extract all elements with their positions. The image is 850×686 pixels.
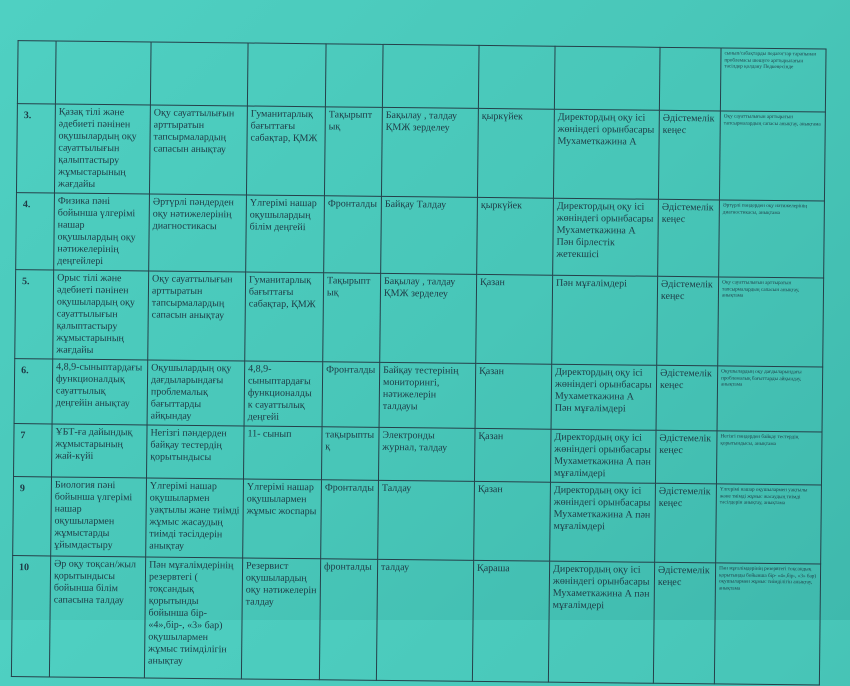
table-row — [11, 556, 820, 685]
goal-cell: Негізгі пәндерден байқау тестердің қорытындысы — [147, 425, 245, 479]
date-cell: Қазан — [474, 481, 551, 561]
review-cell: Әдістемелік кеңес — [658, 199, 720, 277]
table-cell — [478, 45, 555, 109]
method-cell: Байқау Талдау — [381, 196, 478, 274]
goal-cell: Пән мұғалімдерінің резервтегі ( тоқсандық қорытынды бойынша бір- «4»,бір-, «3» бар) оқушылармен жұмыс тиімділігін анықтау — [144, 557, 242, 679]
responsible-cell: Директордың оқу ісі жөніндегі орынбасары Мухаметкажина А пән мұғалімдері — [548, 561, 654, 683]
method-cell: Электронды журнал, талдау — [378, 427, 475, 481]
method-cell: Талдау — [378, 480, 475, 560]
table-cell — [150, 42, 248, 106]
method-cell: Байқау тестерінің мониторингі, нәтижелерін талдауы — [379, 362, 476, 428]
topic-cell: Биология пәні бойынша үлгерімі нашар оқушылармен жұмыстарды ұйымдастыру — [51, 477, 147, 557]
table-cell — [325, 44, 383, 108]
decision-cell: Негізгі пәндерден байқау тестердің қорытындысы, анықтама — [716, 431, 822, 485]
topic-cell: Қазақ тілі және әдебиеті пәнінен оқушылардың оқу сауаттылығын қалыптастыру жұмыстарының жағдайы — [54, 104, 150, 194]
method-cell: Бақылау , талдау ҚМЖ зерделеу — [381, 107, 478, 197]
object-cell: Гуманитарлық бағыттағы сабақтар, ҚМЖ — [246, 106, 325, 196]
topic-cell: Орыс тілі және әдебиеті пәнінен оқушылардың оқу сауаттылығын қалыптастыру жұмыстарының жағдайы — [53, 270, 149, 360]
header-note-cell: сынып/сабақтарды педагогтар тарапынан проблемасы шешуге арттырылатын тәсілдер қолдану Педкеңесінде — [720, 48, 826, 112]
responsible-cell: Пән мұғалімдері — [552, 275, 658, 365]
review-cell: Әдістемелік кеңес — [657, 276, 719, 366]
goal-cell: Әртүрлі пәндерден оқу нәтижелерінің диагностикасы — [149, 194, 247, 272]
table-cell — [55, 41, 151, 105]
topic-cell: Физика пәні бойынша үлгерімі нашар оқушылардың оқу нәтижелерінің деңгейлері — [54, 193, 150, 271]
row-number: 3. — [16, 104, 55, 193]
method-cell: талдау — [376, 559, 473, 681]
date-cell: қыркүйек — [477, 197, 554, 275]
table-cell — [554, 46, 660, 110]
row-number: 5. — [15, 270, 54, 359]
table-row — [16, 193, 825, 278]
table-row — [16, 104, 825, 201]
responsible-cell: Директордың оқу ісі жөніндегі орынбасары Мухаметкажина А пән мұғалімдері — [550, 482, 656, 562]
object-cell: Үлгерімі нашар оқушылармен жұмыс жоспары — [243, 479, 322, 559]
date-cell: Қараша — [472, 560, 549, 682]
date-cell: Қазан — [476, 274, 553, 364]
topic-cell: ҰБТ-ға дайындық жұмыстарының жай-күйі — [52, 424, 148, 478]
table-row — [14, 359, 823, 432]
table-row — [17, 41, 826, 112]
topic-cell: Әр оқу тоқсан/жыл қорытындысы бойынша білім сапасына талдау — [49, 556, 145, 678]
object-cell: 4,8,9-сыныптардағы функционалды к сауаттылық деңгейі — [244, 361, 323, 427]
review-cell: Әдістемелік кеңес — [655, 483, 717, 563]
type-cell: Тақырыптық — [324, 107, 382, 197]
object-cell: 11- сынып — [243, 426, 322, 480]
responsible-cell: Директордың оқу ісі жөніндегі орынбасары Мухаметкажина А Пән бірлестік жетекшісі — [553, 198, 659, 276]
review-cell: Әдістемелік кеңес — [656, 365, 718, 431]
object-cell: Гуманитарлық бағыттағы сабақтар, ҚМЖ — [245, 272, 324, 362]
decision-cell: Оқу сауаттылығын арттыратын тапсырмалардың сапасы анықтау, анықтама — [719, 111, 825, 201]
decision-cell: Пән мұғалімдерінің резервтегі тоқсандық қорытынды бойынша бір- «4»,бір-, «3» бар) оқушылармен жұмыс тиімділігін анықтау, анықтама — [714, 563, 820, 685]
row-number: 7 — [14, 424, 53, 477]
date-cell: Қазан — [474, 428, 551, 482]
table-cell — [17, 41, 56, 104]
decision-cell: Оқу сауаттылығын арттыратын тапсырмалардың сапасын анықтау, анықтама — [718, 277, 824, 367]
row-number: 10 — [11, 556, 50, 677]
object-cell: Үлгерімі нашар оқушылардың білім деңгейі — [246, 195, 325, 273]
decision-cell: Үлгерімі нашар оқушылармен уақтылы және тиімді жұмыс жасаудың тиімді тәсілдерін анықтау, анықтама — [716, 484, 822, 564]
row-number: 9 — [13, 477, 52, 556]
method-cell: Бақылау , талдау ҚМЖ зерделеу — [380, 273, 477, 363]
responsible-cell: Директордың оқу ісі жөніндегі орынбасары Мухаметкажина А — [553, 109, 659, 199]
document-page — [4, 0, 848, 667]
goal-cell: Үлгерімі нашар оқушылармен уақтылы және тиімді жұмыс жасаудың тиімді тәсілдерін анықтау — [146, 478, 244, 558]
decision-cell: Оқушылардың оқу дағдыларындағы проблемалық бағыттарды айқындау, анықтама — [717, 366, 823, 432]
date-cell: Қазан — [475, 363, 552, 429]
table-cell — [247, 43, 326, 107]
goal-cell: Оқушылардың оқу дағдыларындағы проблемалық бағыттарды айқындау — [147, 360, 245, 426]
type-cell: фронталды — [319, 559, 377, 681]
object-cell: Резервист оқушылардың оқу нәтижелерін талдау — [241, 558, 320, 680]
table-cell — [382, 44, 479, 108]
type-cell: тақырыптық — [321, 427, 379, 481]
row-number: 6. — [14, 359, 53, 424]
topic-cell: 4,8,9-сыныптардағы функционалдық сауаттылық деңгейін анықтау — [52, 359, 148, 425]
date-cell: қыркүйек — [477, 108, 554, 198]
table-cell — [659, 47, 721, 111]
type-cell: Тақырыптық — [323, 273, 381, 363]
table-row — [14, 424, 823, 485]
goal-cell: Оқу сауаттылығын арттыратын тапсырмалардың сапасын анықтау — [149, 105, 247, 195]
type-cell: Фронталды — [324, 196, 382, 274]
responsible-cell: Директордың оқу ісі жөніндегі орынбасары Мухаметкажина А пән мұғалімдері — [550, 429, 656, 483]
table-row — [13, 477, 822, 564]
review-cell: Әдістемелік кеңес — [658, 110, 720, 200]
type-cell: Фронталды — [321, 480, 379, 560]
responsible-cell: Директордың оқу ісі жөніндегі орынбасары Мухаметкажина А Пән мұғалімдері — [551, 364, 657, 430]
table-row — [15, 270, 824, 367]
type-cell: Фронталды — [322, 362, 380, 428]
row-number: 4. — [16, 193, 55, 270]
review-cell: Әдістемелік кеңес — [653, 562, 715, 684]
goal-cell: Оқу сауаттылығын арттыратын тапсырмалардың сапасын анықтау — [148, 271, 246, 361]
control-plan-table — [11, 40, 827, 685]
decision-cell: Әртүрлі пәндерден оқу нәтижелерінің диагностикасы, анықтама — [719, 200, 825, 278]
review-cell: Әдістемелік кеңес — [655, 430, 717, 484]
